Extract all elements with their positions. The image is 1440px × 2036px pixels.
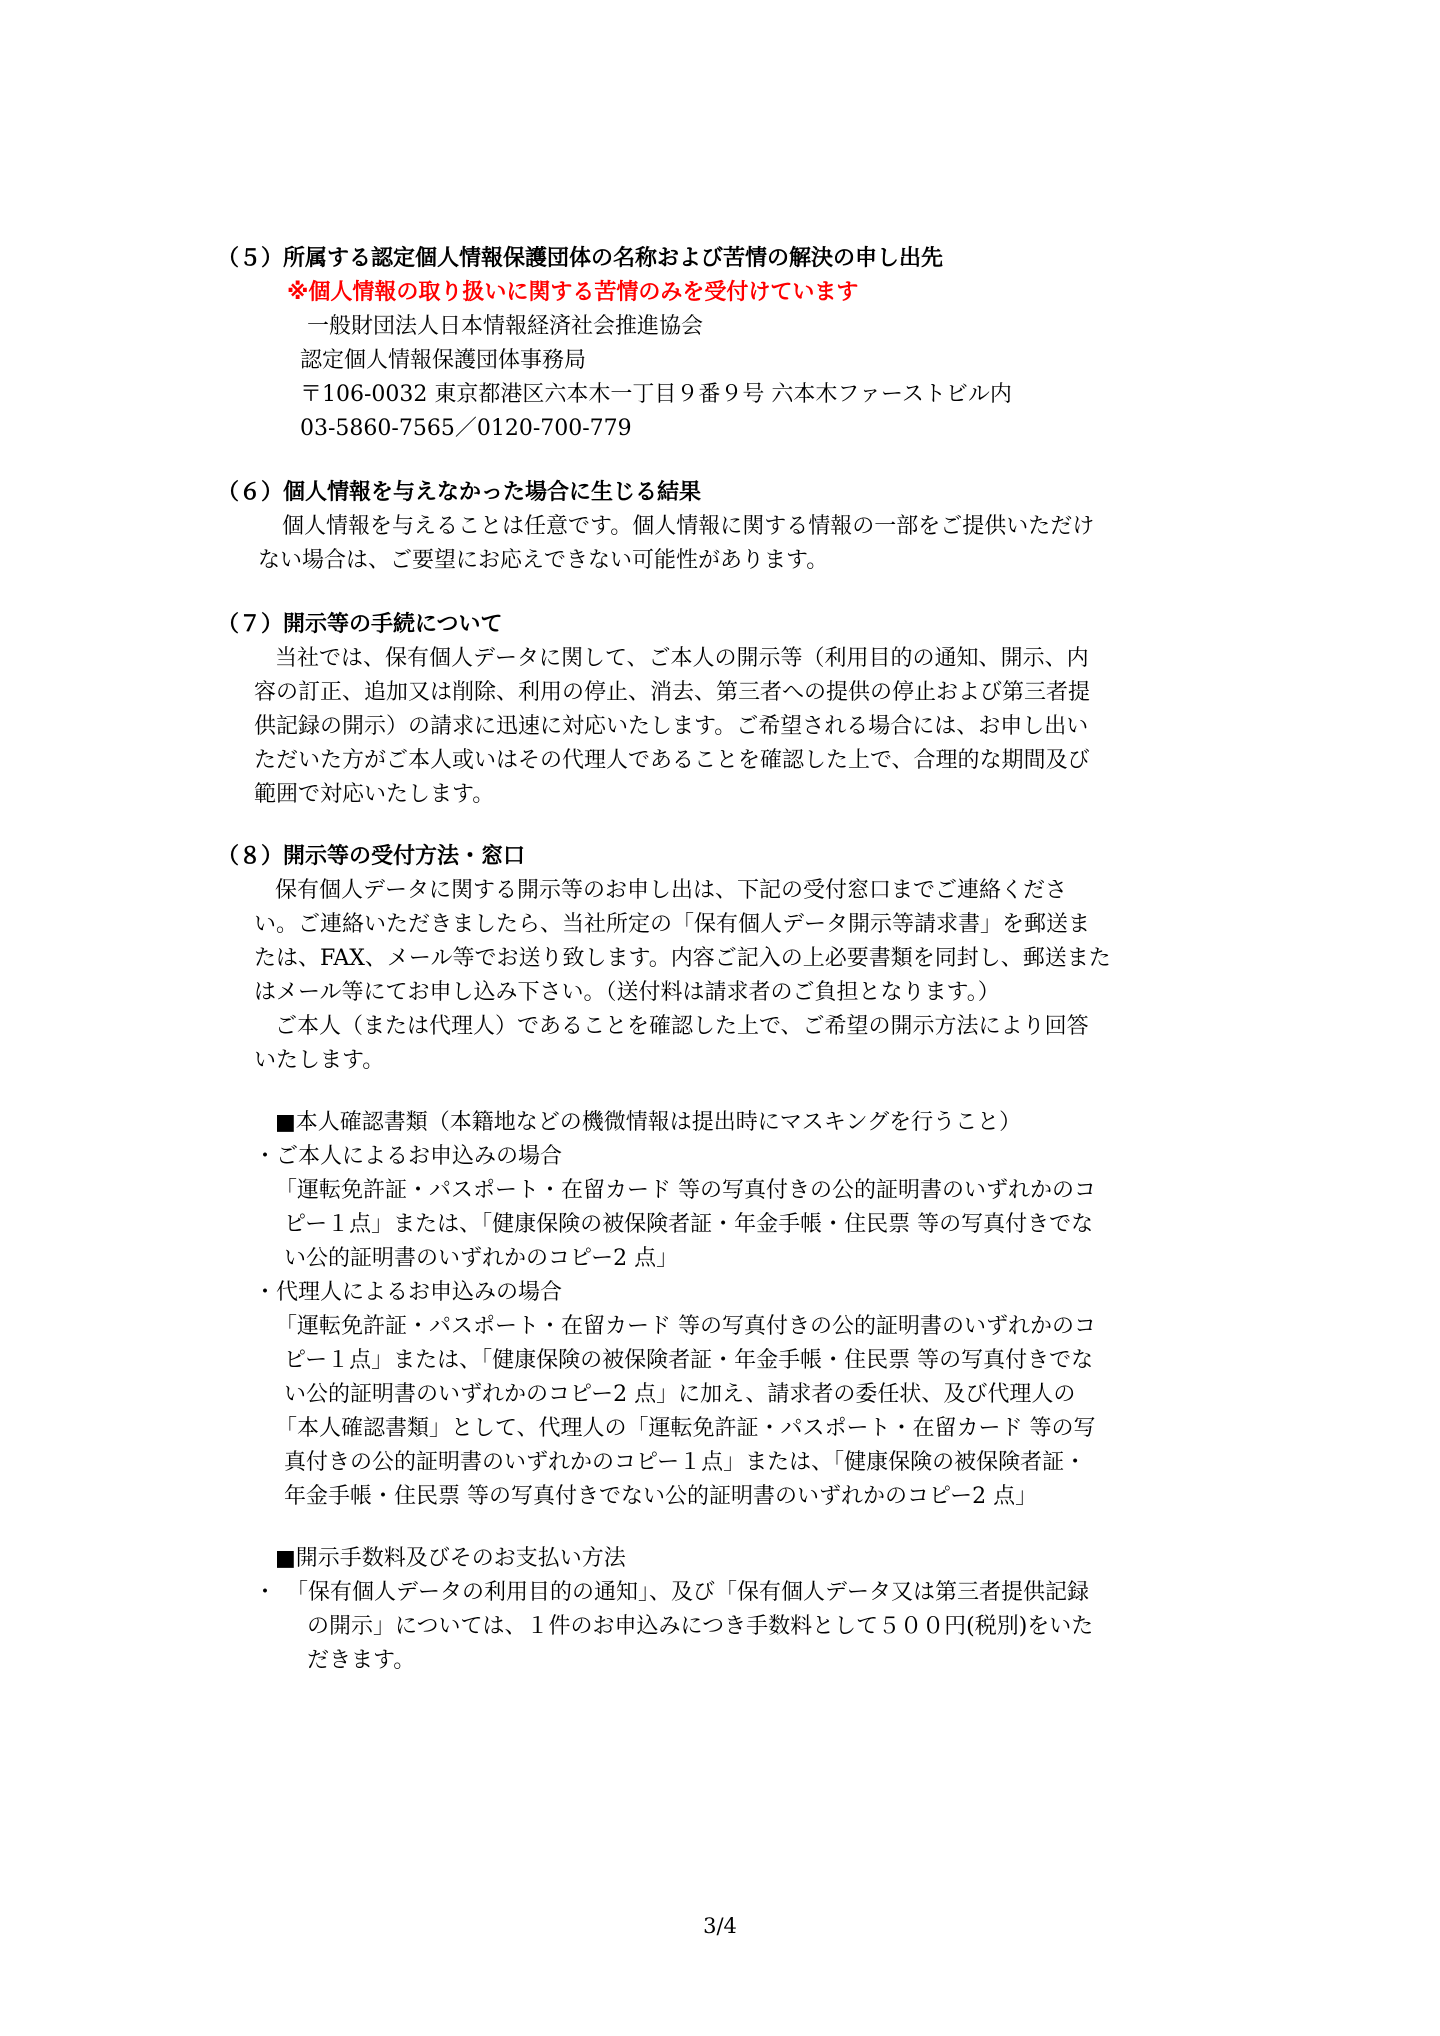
id-docs-self-line: ピー１点」または、「健康保険の被保険者証・年金手帳・住民票 等の写真付きでな xyxy=(284,1212,1094,1237)
id-docs-title: ■本人確認書類（本籍地などの機微情報は提出時にマスキングを行うこと） xyxy=(275,1110,1022,1135)
section-8-heading: （８）開示等の受付方法・窓口 xyxy=(217,844,526,869)
section-8-line: ご本人（または代理人）であることを確認した上で、ご希望の開示方法により回答 xyxy=(275,1014,1089,1039)
section-8-line: い。ご連絡いただきましたら、当社所定の「保有個人データ開示等請求書」を郵送ま xyxy=(254,912,1091,937)
section-5-line: 03-5860-7565／0120-700-779 xyxy=(300,416,632,441)
fees-line: だきます。 xyxy=(307,1648,416,1673)
section-5-note: ※個人情報の取り扱いに関する苦情のみを受付けています xyxy=(287,280,859,305)
id-docs-agent-line: 「運転免許証・パスポート・在留カード 等の写真付きの公的証明書のいずれかのコ xyxy=(275,1314,1096,1339)
section-8-line: たは、FAX、メール等でお送り致します。内容ご記入の上必要書類を同封し、郵送また xyxy=(254,946,1111,971)
section-5-line: 一般財団法人日本情報経済社会推進協会 xyxy=(307,314,704,339)
fees-bullet: ・ xyxy=(254,1580,277,1605)
section-8-line: はメール等にてお申し込み下さい。（送付料は請求者のご負担となります。） xyxy=(254,980,1000,1005)
fees-line: の開示」については、１件のお申込みにつき手数料として５００円(税別)をいた xyxy=(307,1614,1094,1639)
section-8-line: 保有個人データに関する開示等のお申し出は、下記の受付窓口までご連絡くださ xyxy=(275,878,1068,903)
section-6-line: ない場合は、ご要望にお応えできない可能性があります。 xyxy=(258,548,829,573)
fees-line: 「保有個人データの利用目的の通知」、及び「保有個人データ又は第三者提供記録 xyxy=(286,1580,1090,1605)
id-docs-agent-line: 「本人確認書類」として、代理人の「運転免許証・パスポート・在留カード 等の写 xyxy=(275,1416,1096,1441)
section-7-heading: （７）開示等の手続について xyxy=(217,612,503,637)
section-7-line: 容の訂正、追加又は削除、利用の停止、消去、第三者への提供の停止および第三者提 xyxy=(254,680,1091,705)
section-8-line: いたします。 xyxy=(254,1048,385,1073)
section-7-line: 供記録の開示）の請求に迅速に対応いたします。ご希望される場合には、お申し出い xyxy=(254,714,1089,739)
section-6-heading: （６）個人情報を与えなかった場合に生じる結果 xyxy=(217,480,702,505)
id-docs-agent-label: ・代理人によるお申込みの場合 xyxy=(254,1280,563,1305)
section-7-line: ただいた方がご本人或いはその代理人であることを確認した上で、合理的な期間及び xyxy=(254,748,1090,773)
id-docs-agent-line: ピー１点」または、「健康保険の被保険者証・年金手帳・住民票 等の写真付きでな xyxy=(284,1348,1094,1373)
section-5-heading: （５）所属する認定個人情報保護団体の名称および苦情の解決の申し出先 xyxy=(217,246,944,271)
id-docs-self-label: ・ご本人によるお申込みの場合 xyxy=(254,1144,563,1169)
section-5-line: 〒106-0032 東京都港区六本木一丁目９番９号 六本木ファーストビル内 xyxy=(300,382,1012,407)
section-7-line: 範囲で対応いたします。 xyxy=(254,782,495,807)
id-docs-agent-line: 真付きの公的証明書のいずれかのコピー１点」または、「健康保険の被保険者証・ xyxy=(284,1450,1087,1475)
section-7-line: 当社では、保有個人データに関して、ご本人の開示等（利用目的の通知、開示、内 xyxy=(275,646,1089,671)
section-6-line: 個人情報を与えることは任意です。個人情報に関する情報の一部をご提供いただけ xyxy=(282,514,1095,539)
id-docs-self-line: 「運転免許証・パスポート・在留カード 等の写真付きの公的証明書のいずれかのコ xyxy=(275,1178,1096,1203)
id-docs-agent-line: 年金手帳・住民票 等の写真付きでない公的証明書のいずれかのコピー2 点」 xyxy=(284,1484,1038,1509)
id-docs-agent-line: い公的証明書のいずれかのコピー2 点」に加え、請求者の委任状、及び代理人の xyxy=(284,1382,1076,1407)
section-5-line: 認定個人情報保護団体事務局 xyxy=(300,348,587,373)
page-number: 3/4 xyxy=(703,1914,737,1938)
fees-title: ■開示手数料及びそのお支払い方法 xyxy=(275,1546,626,1571)
id-docs-self-line: い公的証明書のいずれかのコピー2 点」 xyxy=(284,1246,679,1271)
